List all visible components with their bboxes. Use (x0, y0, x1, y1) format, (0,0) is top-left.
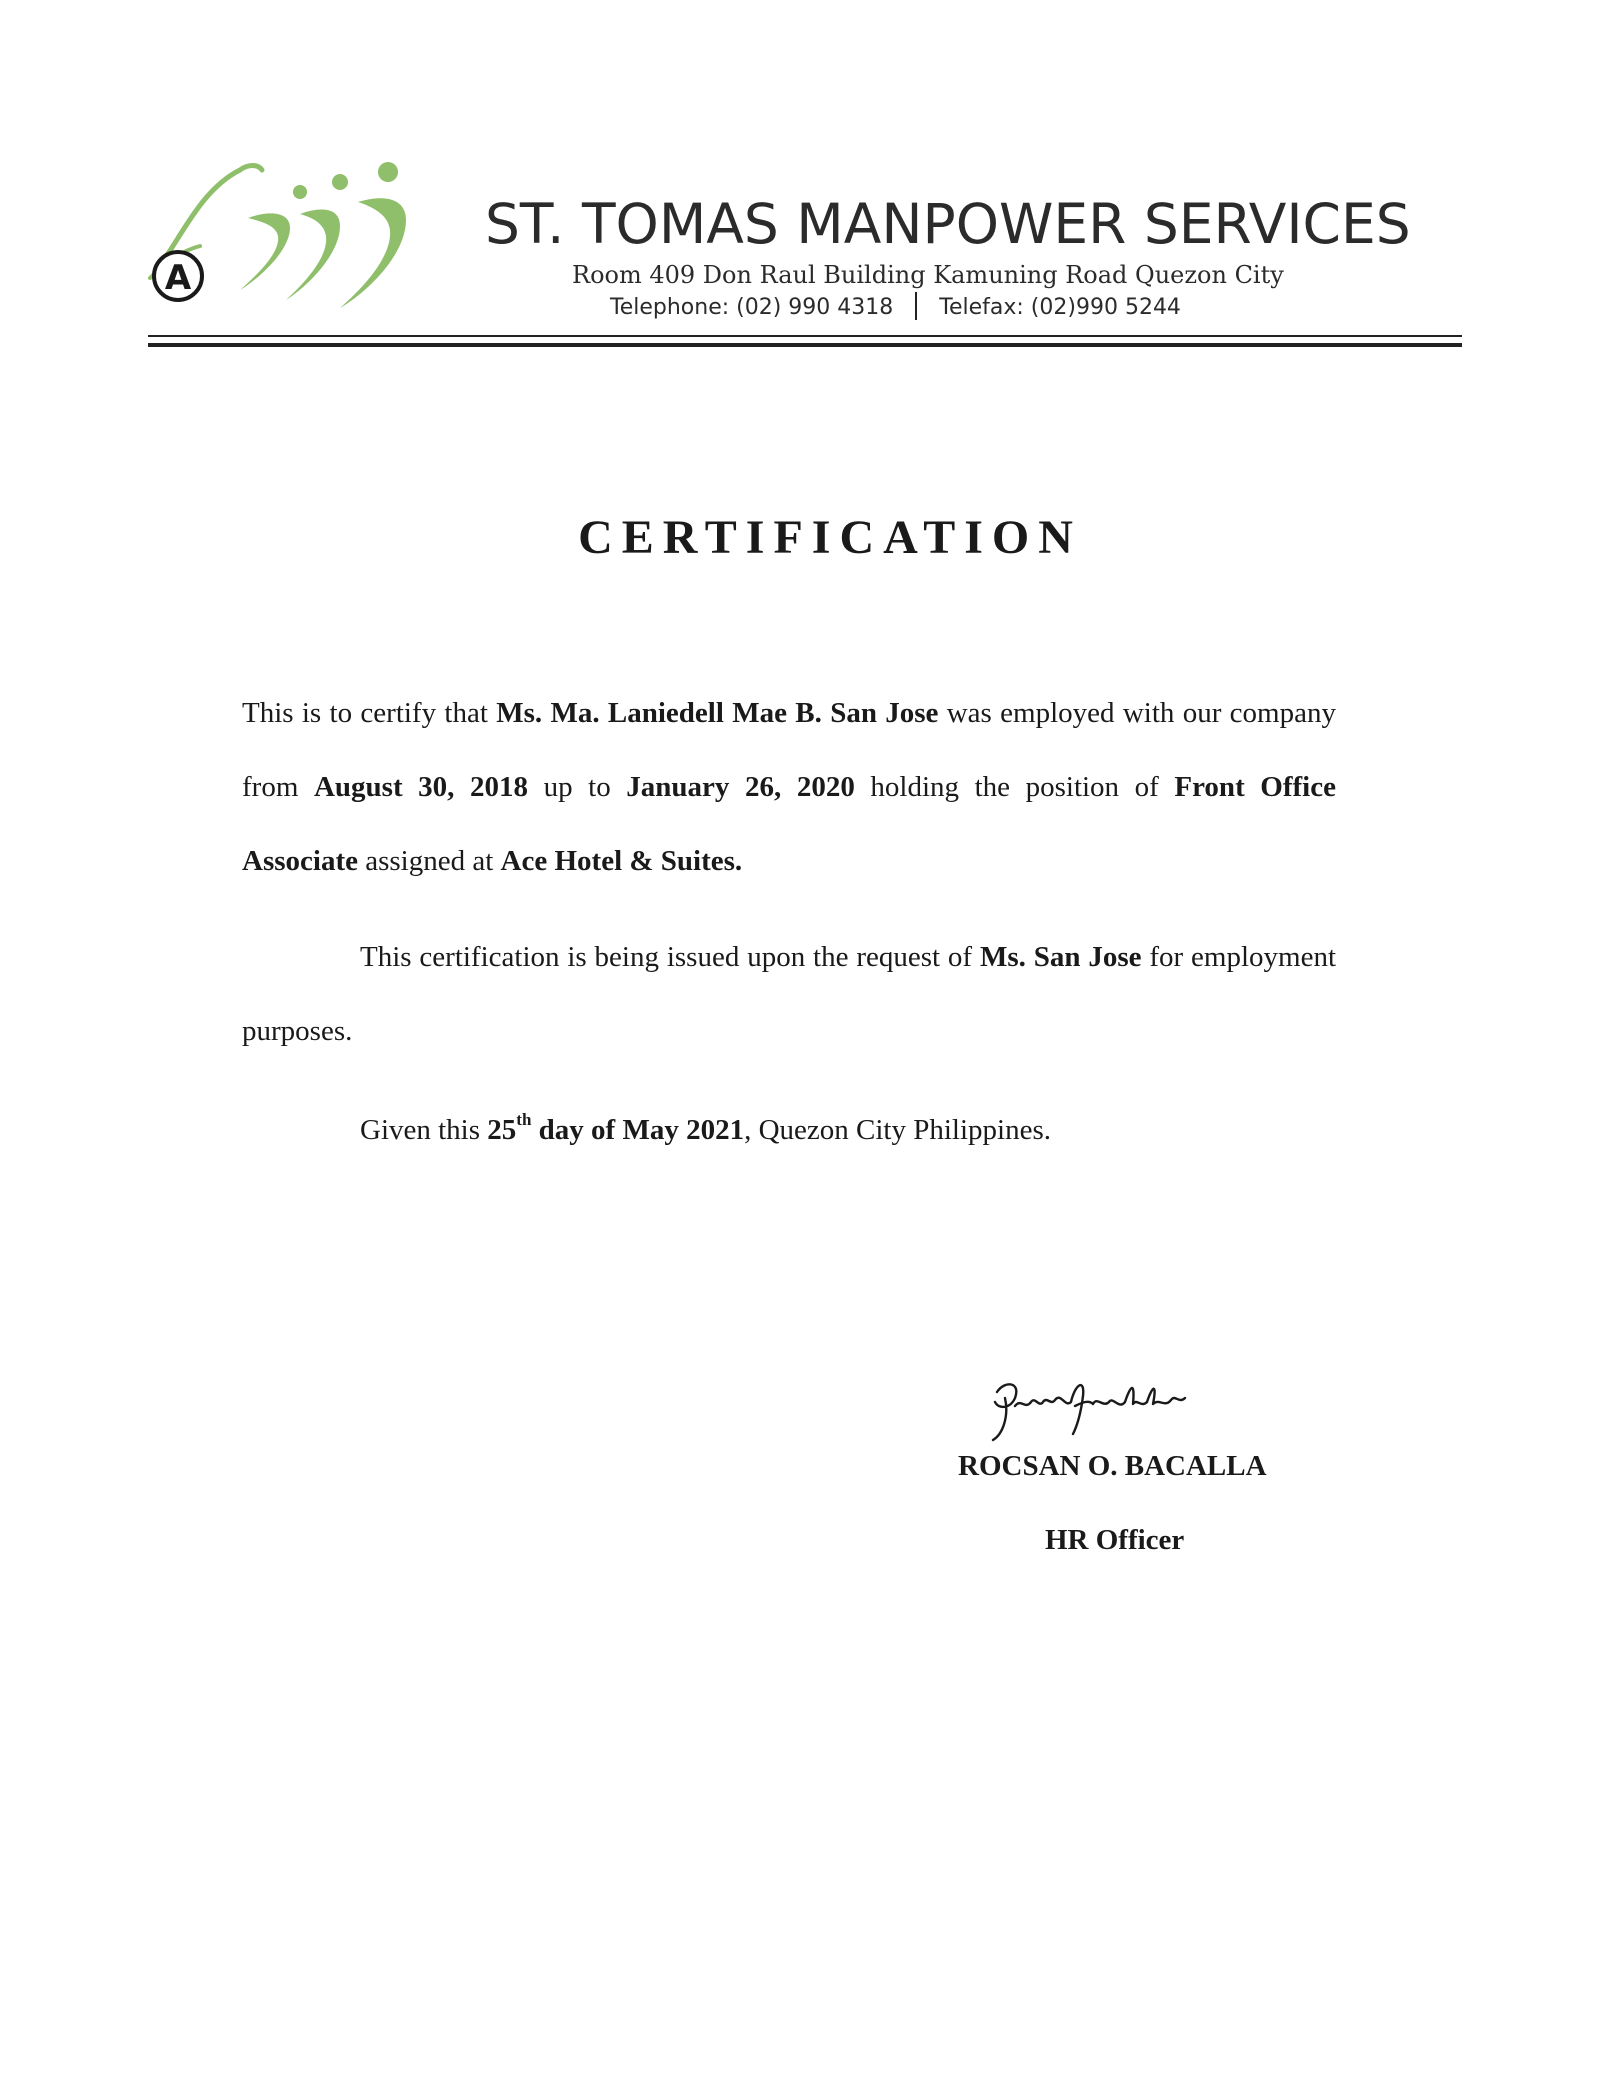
issue-date-paragraph (242, 1110, 1336, 1150)
letterhead-divider-thick (148, 343, 1462, 347)
contact-separator (915, 292, 917, 320)
handwritten-signature (985, 1372, 1195, 1444)
text-run: up to (528, 771, 627, 803)
text-run: for employment purposes. (242, 941, 1336, 1047)
assignment-location: Ace Hotel & Suites. (500, 845, 743, 877)
signatory-name: ROCSAN O. BACALLA (958, 1450, 1267, 1482)
logo-letter: A (164, 258, 192, 298)
text-run: This is to certify that (242, 697, 497, 729)
issue-day (487, 1110, 745, 1146)
text-run: was employed with our company from (242, 697, 1336, 803)
text-run: , Quezon City Philippines. (744, 1114, 1051, 1146)
purpose-paragraph (242, 920, 1336, 1068)
text-run: assigned at (357, 845, 501, 877)
issue-month-year: day of May 2021 (531, 1114, 745, 1146)
document-title: CERTIFICATION (578, 511, 1082, 564)
company-logo-icon (140, 150, 440, 320)
telephone-number: Telephone: (02) 990 4318 (610, 295, 894, 320)
text-run: holding the position of (854, 771, 1175, 803)
end-date: January 26, 2020 (626, 771, 855, 803)
employee-name: Ms. Ma. Laniedell Mae B. San Jose (496, 697, 939, 729)
certification-paragraph (242, 676, 1336, 898)
text-run: Given this (360, 1114, 488, 1146)
issue-day-number: 25 (487, 1114, 517, 1146)
letterhead-divider-thin (148, 335, 1462, 337)
position-title: Front Office Associate (242, 771, 1336, 877)
text-run: This certification is being issued upon the request of (360, 941, 980, 973)
signatory-title: HR Officer (1045, 1524, 1185, 1556)
company-address: Room 409 Don Raul Building Kamuning Road Quezon City (572, 261, 1284, 289)
issue-day-suffix: th (516, 1110, 532, 1129)
company-contact-line (610, 292, 1181, 320)
telefax-number: Telefax: (02)990 5244 (939, 295, 1181, 320)
start-date: August 30, 2018 (313, 771, 528, 803)
requester-name: Ms. San Jose (979, 941, 1142, 973)
company-name: ST. TOMAS MANPOWER SERVICES (485, 192, 1411, 256)
